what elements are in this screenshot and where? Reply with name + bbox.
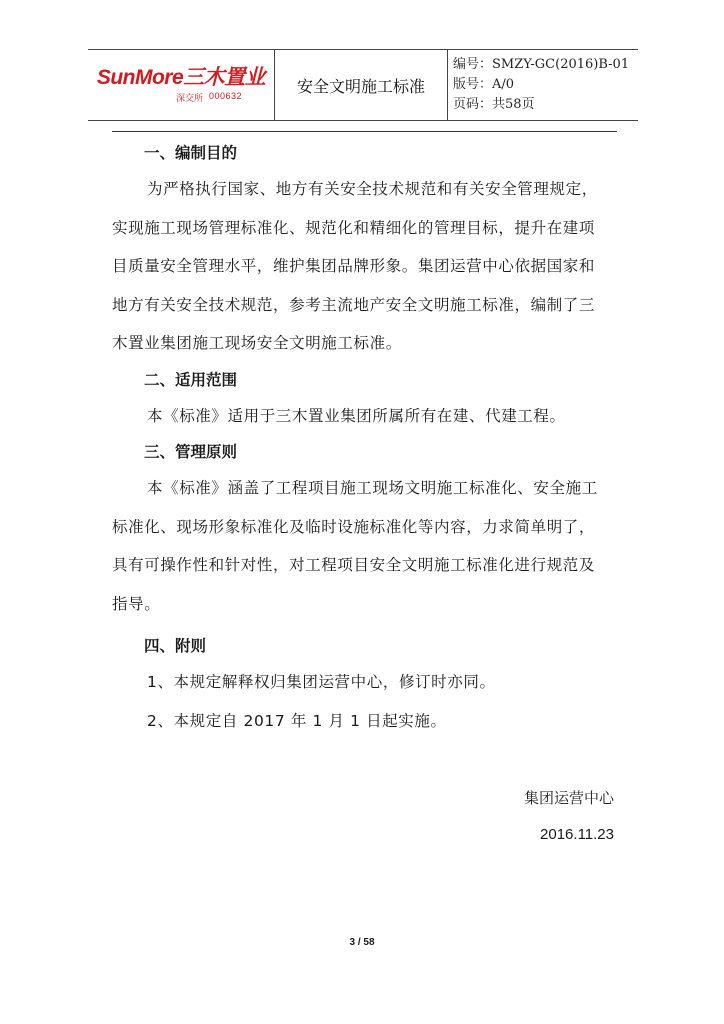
logo-chinese: 三木置业 <box>183 65 266 89</box>
section-heading-scope: 二、适用范围 <box>144 370 238 389</box>
document-header <box>88 49 638 121</box>
logo-stock-code: 000632 <box>208 90 243 101</box>
paragraph-line: 标准化、现场形象标准化及临时设施标准化等内容，力求简单明了， <box>112 517 596 536</box>
section-heading-principles: 三、管理原则 <box>144 443 238 461</box>
logo-exchange: 深交所 <box>175 93 203 104</box>
paragraph-line: 具有可操作性和针对性，对工程项目安全文明施工标准化进行规范及 <box>112 556 596 574</box>
document-version: 版号：A/0 <box>453 77 515 92</box>
appendix-item: 1、本规定解释权归集团运营中心，修订时亦同。 <box>147 673 496 691</box>
paragraph-line: 本《标准》涵盖了工程项目施工现场文明施工标准化、安全施工 <box>147 479 598 497</box>
company-logo <box>88 50 275 120</box>
paragraph-line: 目质量安全管理水平，维护集团品牌形象。集团运营中心依据国家和 <box>112 257 596 275</box>
section-heading-purpose: 一、编制目的 <box>144 144 238 162</box>
section-body-purpose <box>112 170 622 363</box>
document-pages: 页码：共58页 <box>453 97 535 112</box>
document-body <box>112 136 622 740</box>
logo-wordmark <box>97 67 265 89</box>
paragraph-line: 指导。 <box>112 594 161 613</box>
paragraph-line: 地方有关安全技术规范，参考主流地产安全文明施工标准，编制了三 <box>112 295 596 314</box>
paragraph-line: 为严格执行国家、地方有关安全技术规范和有关安全管理规定， <box>147 180 598 198</box>
document-code: 编号：SMZY-GC(2016)B-01 <box>453 57 630 72</box>
page-number: 3 / 58 <box>349 937 375 948</box>
logo-english: SunMore <box>96 65 184 89</box>
section-body-principles <box>112 469 622 623</box>
signature-date: 2016.11.23 <box>540 826 614 843</box>
paragraph-line: 实现施工现场管理标准化、规范化和精细化的管理目标，提升在建项 <box>112 218 596 237</box>
paragraph-line: 本《标准》适用于三木置业集团所属所有在建、代建工程。 <box>147 406 566 425</box>
section-heading-appendix: 四、附则 <box>144 637 207 655</box>
header-divider <box>112 131 617 132</box>
document-meta <box>448 50 638 120</box>
signature-org: 集团运营中心 <box>523 789 614 807</box>
paragraph-line: 木置业集团施工现场安全文明施工标准。 <box>112 334 402 352</box>
logo-stock-info <box>176 91 242 104</box>
document-title: 安全文明施工标准 <box>275 50 448 120</box>
appendix-item: 2、本规定自 2017 年 1 月 1 日起实施。 <box>147 711 447 730</box>
